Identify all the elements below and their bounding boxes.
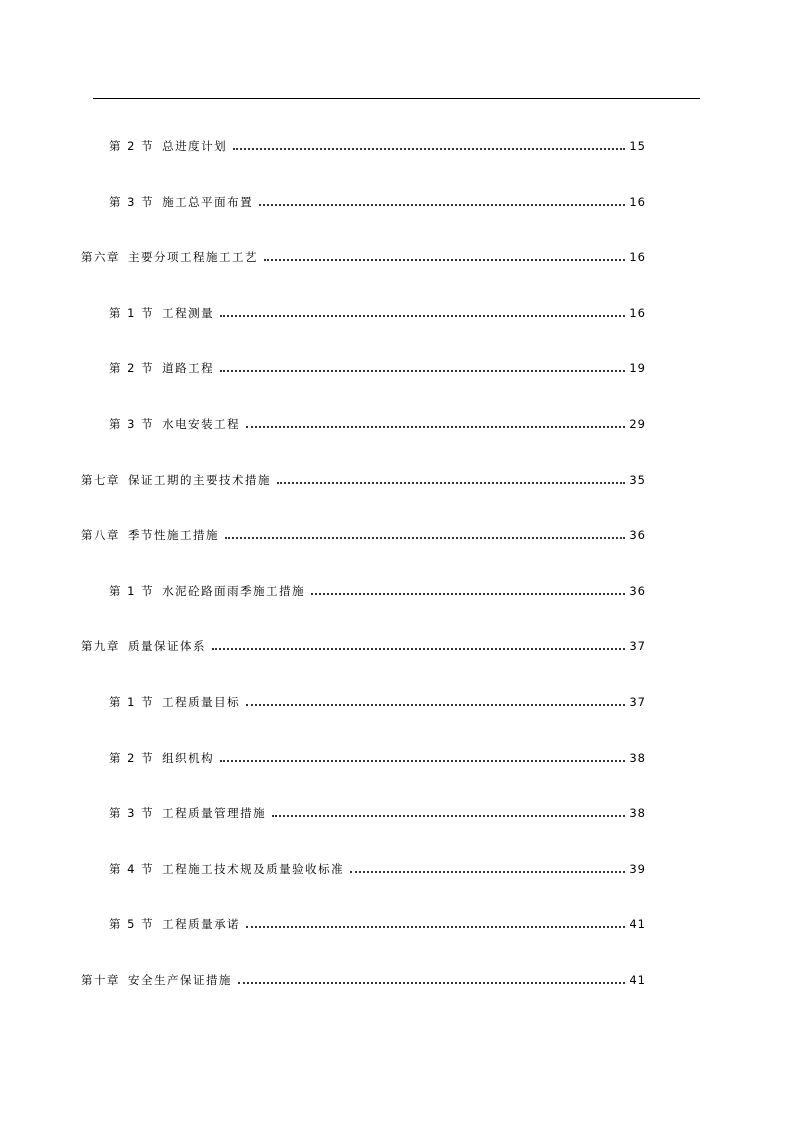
toc-chapter-entry[interactable] xyxy=(81,472,646,488)
toc-dot-leader xyxy=(272,815,625,817)
toc-chapter-entry[interactable] xyxy=(81,527,646,543)
toc-entry-heading xyxy=(109,138,227,154)
toc-section-entry[interactable] xyxy=(109,805,646,821)
toc-dot-leader xyxy=(246,926,625,928)
toc-entry-title: 总进度计划 xyxy=(162,139,228,153)
toc-entry-number: 第 2 节 xyxy=(109,751,155,765)
toc-page-number: 19 xyxy=(629,361,646,375)
toc-entry-title: 工程测量 xyxy=(162,306,215,320)
toc-dot-leader xyxy=(233,148,625,150)
toc-dot-leader xyxy=(225,537,625,539)
toc-entry-title: 施工总平面布置 xyxy=(162,195,254,209)
toc-page-number: 15 xyxy=(629,139,646,153)
toc-entry-title: 主要分项工程施工工艺 xyxy=(128,250,258,264)
toc-page-number: 36 xyxy=(629,584,646,598)
toc-entry-number: 第 1 节 xyxy=(109,584,155,598)
toc-section-entry[interactable] xyxy=(109,360,646,376)
toc-entry-number: 第 3 节 xyxy=(109,195,155,209)
toc-entry-number: 第九章 xyxy=(81,639,120,653)
toc-entry-heading xyxy=(109,416,240,432)
toc-dot-leader xyxy=(350,871,625,873)
toc-entry-title: 季节性施工措施 xyxy=(128,528,219,542)
toc-section-entry[interactable] xyxy=(109,138,646,154)
toc-page-number: 38 xyxy=(629,751,646,765)
toc-page-number: 41 xyxy=(629,917,646,931)
toc-chapter-entry[interactable] xyxy=(81,249,646,265)
toc-dot-leader xyxy=(264,259,625,261)
toc-section-entry[interactable] xyxy=(109,916,646,932)
toc-entry-heading xyxy=(81,638,206,654)
toc-page-number: 16 xyxy=(629,195,646,209)
toc-entry-title: 工程质量承诺 xyxy=(162,917,241,931)
toc-entry-heading xyxy=(109,305,214,321)
toc-entry-title: 水电安装工程 xyxy=(162,417,241,431)
toc-page-number: 39 xyxy=(629,862,646,876)
toc-entry-title: 工程质量管理措施 xyxy=(162,806,267,820)
toc-entry-heading xyxy=(109,750,214,766)
toc-entry-title: 道路工程 xyxy=(162,361,215,375)
toc-entry-title: 水泥砼路面雨季施工措施 xyxy=(162,584,306,598)
toc-entry-number: 第 1 节 xyxy=(109,306,155,320)
toc-entry-number: 第 4 节 xyxy=(109,862,155,876)
toc-entry-number: 第 3 节 xyxy=(109,417,155,431)
toc-dot-leader xyxy=(238,982,625,984)
toc-section-entry[interactable] xyxy=(109,583,646,599)
toc-entry-heading xyxy=(109,805,266,821)
toc-entry-title: 工程施工技术规及质量验收标准 xyxy=(162,862,345,876)
toc-entry-number: 第 5 节 xyxy=(109,917,155,931)
toc-page-number: 41 xyxy=(629,973,646,987)
toc-entry-title: 组织机构 xyxy=(162,751,215,765)
toc-entry-title: 质量保证体系 xyxy=(128,639,206,653)
toc-dot-leader xyxy=(311,593,625,595)
toc-entry-number: 第七章 xyxy=(81,473,120,487)
toc-entry-heading xyxy=(109,916,240,932)
toc-entry-heading xyxy=(81,472,271,488)
toc-entry-heading xyxy=(81,527,219,543)
toc-dot-leader xyxy=(220,760,625,762)
toc-entry-heading xyxy=(109,694,240,710)
toc-page-number: 35 xyxy=(629,473,646,487)
toc-page-number: 36 xyxy=(629,528,646,542)
toc-entry-heading xyxy=(109,583,305,599)
toc-section-entry[interactable] xyxy=(109,416,646,432)
toc-dot-leader xyxy=(246,426,625,428)
toc-dot-leader xyxy=(246,704,625,706)
toc-entry-title: 保证工期的主要技术措施 xyxy=(128,473,271,487)
toc-page-number: 37 xyxy=(629,695,646,709)
toc-chapter-entry[interactable] xyxy=(81,972,646,988)
toc-section-entry[interactable] xyxy=(109,694,646,710)
toc-dot-leader xyxy=(220,315,625,317)
toc-entry-heading xyxy=(81,972,232,988)
toc-page-number: 16 xyxy=(629,306,646,320)
toc-page-number: 38 xyxy=(629,806,646,820)
toc-section-entry[interactable] xyxy=(109,750,646,766)
toc-entry-number: 第 3 节 xyxy=(109,806,155,820)
toc-entry-heading xyxy=(109,360,214,376)
toc-dot-leader xyxy=(259,204,625,206)
toc-entry-number: 第八章 xyxy=(81,528,120,542)
toc-dot-leader xyxy=(220,370,625,372)
toc-dot-leader xyxy=(277,482,625,484)
toc-page-number: 29 xyxy=(629,417,646,431)
toc-entry-number: 第六章 xyxy=(81,250,120,264)
toc-entry-title: 工程质量目标 xyxy=(162,695,241,709)
toc-entry-heading xyxy=(81,249,258,265)
toc-section-entry[interactable] xyxy=(109,861,646,877)
toc-entry-title: 安全生产保证措施 xyxy=(128,973,232,987)
toc-chapter-entry[interactable] xyxy=(81,638,646,654)
toc-entry-number: 第 2 节 xyxy=(109,361,155,375)
toc-entry-number: 第十章 xyxy=(81,973,120,987)
toc-entry-number: 第 2 节 xyxy=(109,139,155,153)
toc-page-number: 16 xyxy=(629,250,646,264)
toc-dot-leader xyxy=(212,648,625,650)
toc-section-entry[interactable] xyxy=(109,194,646,210)
toc-entry-heading xyxy=(109,194,253,210)
toc-entry-number: 第 1 节 xyxy=(109,695,155,709)
toc-page-number: 37 xyxy=(629,639,646,653)
toc-entry-heading xyxy=(109,861,344,877)
toc-section-entry[interactable] xyxy=(109,305,646,321)
